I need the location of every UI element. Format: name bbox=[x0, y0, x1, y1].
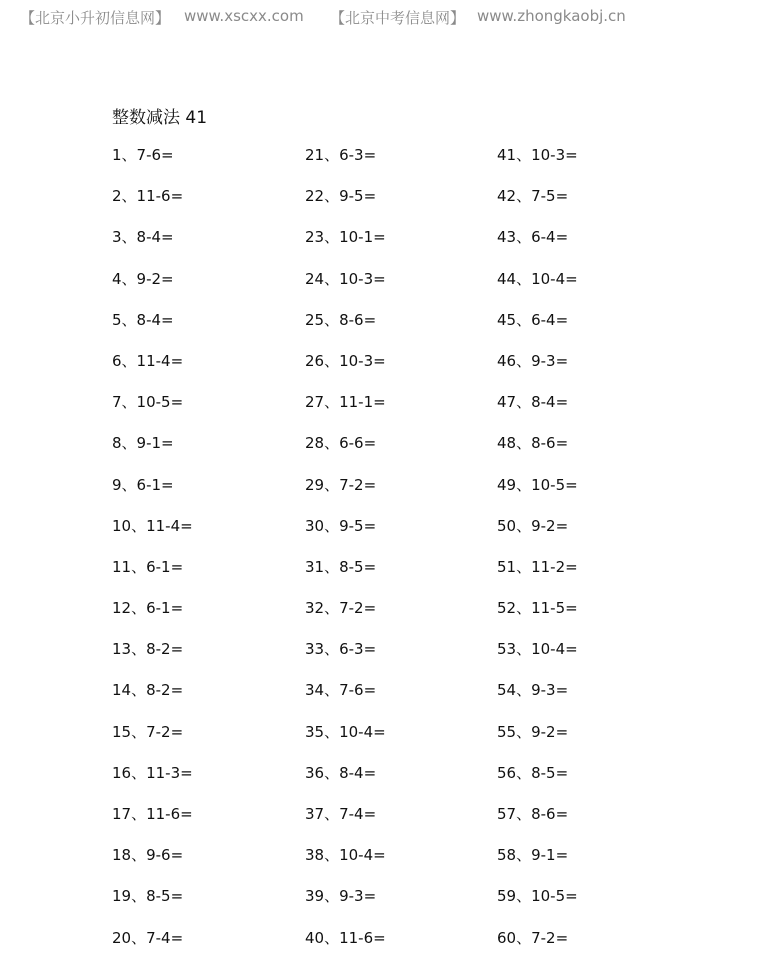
problem-row bbox=[112, 803, 712, 844]
problem-item: 39、9-3= bbox=[305, 887, 377, 906]
problem-row bbox=[112, 556, 712, 597]
problem-item: 42、7-5= bbox=[497, 187, 569, 206]
problem-item: 50、9-2= bbox=[497, 516, 569, 535]
problem-row bbox=[112, 432, 712, 473]
problem-item: 18、9-6= bbox=[112, 846, 184, 865]
problem-item: 40、11-6= bbox=[305, 928, 386, 947]
problem-item: 16、11-3= bbox=[112, 763, 193, 782]
problem-item: 47、8-4= bbox=[497, 393, 569, 412]
problem-item: 19、8-5= bbox=[112, 887, 184, 906]
problem-row bbox=[112, 927, 712, 968]
problem-item: 54、9-3= bbox=[497, 681, 569, 700]
problem-item: 38、10-4= bbox=[305, 846, 386, 865]
problem-item: 48、8-6= bbox=[497, 434, 569, 453]
problem-item: 32、7-2= bbox=[305, 599, 377, 618]
problem-item: 55、9-2= bbox=[497, 722, 569, 741]
problem-row bbox=[112, 226, 712, 267]
problem-row bbox=[112, 144, 712, 185]
problem-item: 11、6-1= bbox=[112, 557, 184, 576]
problem-item: 10、11-4= bbox=[112, 516, 193, 535]
worksheet-title: 整数减法 41 bbox=[112, 108, 208, 128]
problem-item: 1、7-6= bbox=[112, 146, 174, 164]
problem-item: 8、9-1= bbox=[112, 434, 174, 453]
problem-item: 5、8-4= bbox=[112, 310, 174, 329]
problem-item: 13、8-2= bbox=[112, 640, 184, 659]
site1-url: www.xscxx.com bbox=[184, 7, 304, 25]
problem-item: 33、6-3= bbox=[305, 640, 377, 659]
problem-item: 22、9-5= bbox=[305, 187, 377, 206]
problem-row bbox=[112, 597, 712, 638]
problem-item: 56、8-5= bbox=[497, 763, 569, 782]
problem-row bbox=[112, 268, 712, 309]
problem-item: 51、11-2= bbox=[497, 557, 578, 576]
problem-item: 17、11-6= bbox=[112, 805, 193, 823]
problem-item: 15、7-2= bbox=[112, 722, 184, 741]
problem-item: 23、10-1= bbox=[305, 228, 386, 247]
problem-row bbox=[112, 844, 712, 885]
problem-item: 4、9-2= bbox=[112, 269, 174, 288]
problem-item: 12、6-1= bbox=[112, 599, 184, 618]
problem-item: 21、6-3= bbox=[305, 146, 377, 164]
page-header bbox=[0, 7, 773, 29]
problem-item: 20、7-4= bbox=[112, 928, 184, 947]
problem-item: 59、10-5= bbox=[497, 887, 578, 906]
problem-row bbox=[112, 309, 712, 350]
problem-item: 3、8-4= bbox=[112, 228, 174, 247]
problem-row bbox=[112, 679, 712, 720]
problem-item: 2、11-6= bbox=[112, 187, 184, 206]
problem-row bbox=[112, 391, 712, 432]
problem-row bbox=[112, 638, 712, 679]
problem-item: 34、7-6= bbox=[305, 681, 377, 700]
problem-item: 49、10-5= bbox=[497, 475, 578, 494]
problem-item: 35、10-4= bbox=[305, 722, 386, 741]
problem-row bbox=[112, 721, 712, 762]
problem-row bbox=[112, 762, 712, 803]
problem-item: 46、9-3= bbox=[497, 351, 569, 370]
problem-item: 25、8-6= bbox=[305, 310, 377, 329]
problem-item: 53、10-4= bbox=[497, 640, 578, 659]
problem-item: 14、8-2= bbox=[112, 681, 184, 700]
problem-item: 24、10-3= bbox=[305, 269, 386, 288]
problem-item: 28、6-6= bbox=[305, 434, 377, 453]
problem-row bbox=[112, 885, 712, 926]
problem-item: 43、6-4= bbox=[497, 228, 569, 247]
problem-item: 41、10-3= bbox=[497, 146, 578, 164]
problem-item: 26、10-3= bbox=[305, 351, 386, 370]
problem-item: 29、7-2= bbox=[305, 475, 377, 494]
problem-item: 30、9-5= bbox=[305, 516, 377, 535]
problem-item: 45、6-4= bbox=[497, 310, 569, 329]
problem-item: 37、7-4= bbox=[305, 805, 377, 823]
problem-row bbox=[112, 185, 712, 226]
site2-label: 【北京中考信息网】 bbox=[330, 9, 466, 27]
problem-row bbox=[112, 350, 712, 391]
problem-row bbox=[112, 515, 712, 556]
problem-item: 52、11-5= bbox=[497, 599, 578, 618]
problem-item: 9、6-1= bbox=[112, 475, 174, 494]
site2-url: www.zhongkaobj.cn bbox=[477, 7, 626, 25]
problem-grid bbox=[112, 144, 712, 968]
problem-item: 57、8-6= bbox=[497, 805, 569, 823]
problem-item: 7、10-5= bbox=[112, 393, 184, 412]
problem-item: 31、8-5= bbox=[305, 557, 377, 576]
problem-item: 27、11-1= bbox=[305, 393, 386, 412]
problem-item: 36、8-4= bbox=[305, 763, 377, 782]
problem-item: 60、7-2= bbox=[497, 928, 569, 947]
problem-item: 6、11-4= bbox=[112, 351, 184, 370]
site1-label: 【北京小升初信息网】 bbox=[20, 9, 171, 27]
problem-row bbox=[112, 474, 712, 515]
problem-item: 44、10-4= bbox=[497, 269, 578, 288]
problem-item: 58、9-1= bbox=[497, 846, 569, 865]
